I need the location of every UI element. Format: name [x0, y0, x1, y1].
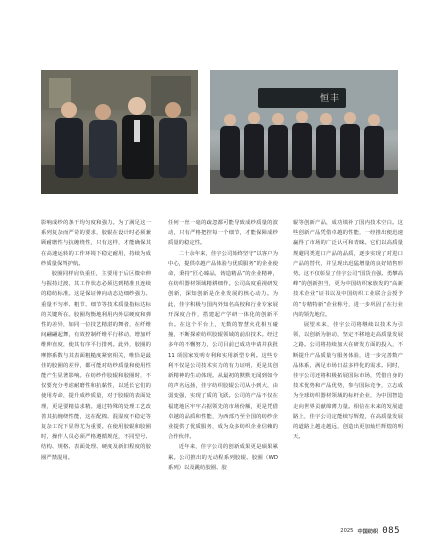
photo-factory-visit [41, 70, 198, 194]
paragraph: 胶圈同样肩负重任，主要用于后区微牵伸与握持过渡，其工作状态必须达到精准且连续的稳纺标准。这是保证伸向动态边细纱强力、重量不匀率、粗节、细节等技术质量指标达标的关键所在。胶圈均衡地利用内外层硬度和弹性的差异，如同一位技艺精湛的舞者，在纤维间翩翩起舞，有效控制纤维平行移动，增加纤维伸直度，使其有序平行排列。此外，胶圈的摩擦系数与其表面粗糙度紧密相关，唯恰是最佳的胶圈的差异，都可能对纺纱质量和使用性能产生显著影响。在纺纱作胶辊和胶圈时，不仅要充分考虑耐磨性和抗黏性，以延长它们的使用寿命，提升成纱质量，对于胶辊的表面处理，更是要精益求精。通过特殊的处理工艺改善其抗缠绕性能，这在配棉、混湿度不稳定等复杂工况下显得尤为重要。在使用胶辊和胶圈时，操作人员必须严格遵循规范，不同型号、结构、规格、表面处理、硬度及新旧程度的胶圈严禁混用。 [41, 271, 151, 461]
photo-strip [41, 70, 398, 194]
page-number: 085 [382, 526, 400, 536]
page-footer [340, 525, 400, 537]
photo-sign-text: 恒丰 [319, 94, 340, 104]
paragraph: 近年来，佳宇公司的创新成果更是硕果累累。公司推出的无动程系列胶辊、胶圈（WD 系列）以及跳纺胶圈、胶 [168, 444, 278, 471]
column-3 [293, 218, 403, 522]
photo-factory-visit-art [41, 70, 198, 194]
paragraph: 辊等创新产品，成功填补了国内技术空白。这些创新产品凭借卓越的性能，一经推出便迅速赢得了市场的广泛认可和青睐。它们以高质量规避同类进口产品的品质，逐步实现了对进口产品的替代，并呈现出迅猛增量的良好销售形势。这不仅彰显了佳宇公司“国货自强、勇攀高峰”的创新担当，更为中国纺织家族发的“高新技术企业”证书以及中国纺织工业联合会授予的“专精特新”企业称号，进一步巩固了在行业内的领先地位。 [293, 220, 403, 318]
column-1 [41, 218, 151, 522]
column-2 [168, 218, 278, 522]
paragraph: 二十余年来，佳宇公司始终坚守“以客户为中心，提供卓越产品体验与优质服务”的企业使命，秉持“匠心臻品，铸造精品”的企业精神，在纺织器材领域精耕细作。公司高度重视研发创新，深知创新是企业发展的核心动力。为此，佳宇积极与国内外知名高校和行业专家展开深度合作，搭建起产学研一体化的创新平台。在这个平台上，无数的智慧火花相互碰撞，不断探索纺织胶辊领域的前沿技术。经过多年的不懈努力，公司目前已成功申请并获批 11 项国家发明专利和实用新型专利。这些专利不仅是公司技术实力的有力证明，更是其创新精神的生动体现。从最初的默默无闻到如今的声名远扬，佳宇纺织胶辊公司从小到大，由弱变强，实现了质的飞跃。公司的产品不仅在福建地区牢牢占据领先的市场份额，更是凭借卓越的品质和性能，为西部乃至全国的纺纱企业提供了优质服务，成为众多纺织企业信赖的合作伙伴。 [168, 250, 278, 441]
article-body [41, 218, 403, 522]
footer-year: 2025 [340, 528, 354, 534]
footer-magazine: 中国纺织 [357, 528, 379, 535]
paragraph: 影响成纱的条干均匀度和强力。为了满足这一系列复杂而严苛的要求，胶辊在设计时必须兼顾耐磨性与抗缠绕性，只有这样，才能确保其在高速运转的工作环境下稳定耐用，持续为成纱质量保驾护航。 [41, 220, 151, 267]
paragraph: 任何一丝一毫的疏忽都可能导致成纱质量的波动，只有严格把控每一个细节，才能保障成纱质量的稳定性。 [168, 220, 278, 247]
photo-sign [258, 88, 346, 108]
paragraph: 展望未来，佳宇公司将继续以技术为引领，以创新为驱动，坚定不移地走高质量发展之路。公司将持续加大在研发方面的投入，不断提升产品质量与服务体验，进一步完善数产品体系，满足市场日益多样化的需求。同时，佳宇公司还将积极拓展国际市场，凭借自身的技术优势和产品优势，参与国际竞争，立志成为全球纺织器材领域的标杆企业，为中国智造走向世界贡献绵薄力量。相信在未来的发展道路上，佳宇公司定能续写辉煌，在高质量发展的道路上越走越远，创造出更加灿烂辉煌的明天。 [293, 322, 403, 441]
photo-group [210, 70, 398, 194]
